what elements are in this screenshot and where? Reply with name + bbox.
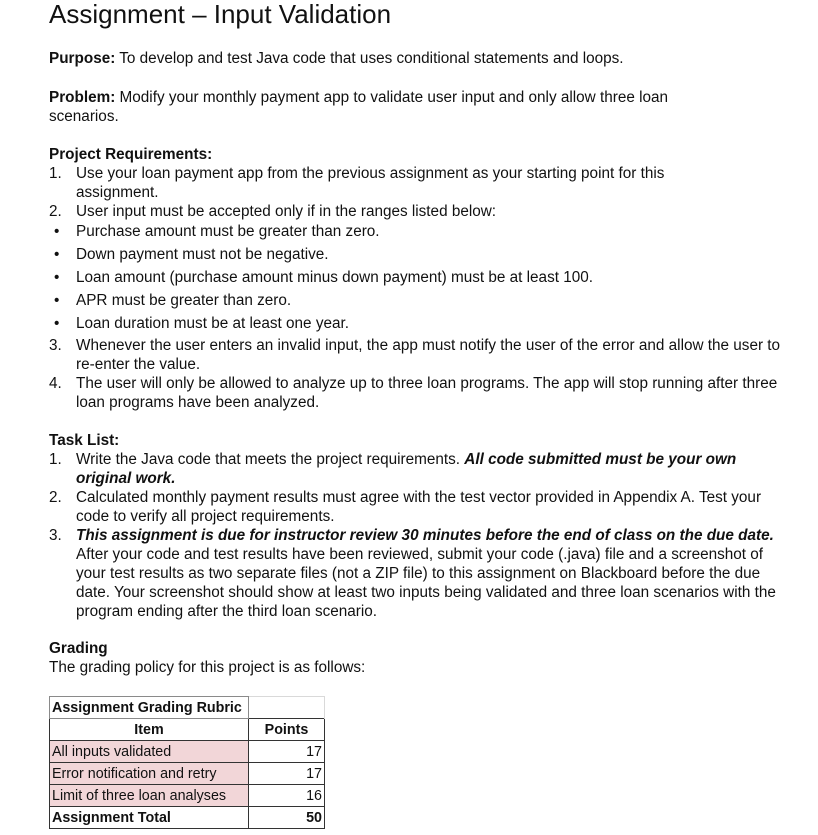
task-list-heading: Task List: (49, 432, 120, 449)
requirement-text: Purchase amount must be greater than zero. (76, 223, 380, 240)
list-number: 3. (49, 527, 62, 544)
bullet-icon: • (54, 292, 60, 309)
list-number: 1. (49, 451, 62, 468)
rubric-title-empty-cell (249, 697, 325, 719)
task-text-block (76, 450, 794, 488)
project-requirements-heading: Project Requirements: (49, 146, 213, 163)
list-number: 2. (49, 203, 62, 220)
table-row (50, 785, 325, 807)
bullet-icon: • (54, 315, 60, 332)
bullet-icon: • (54, 246, 60, 263)
requirement-text: User input must be accepted only if in the ranges listed below: (76, 203, 497, 220)
task-emphasis: All code submitted must be your own original work. (76, 451, 737, 487)
requirement-text: Whenever the user enters an invalid input, the app must notify the user of the error and allow the user to re-enter the value. (76, 337, 781, 373)
rubric-points-cell: 17 (249, 741, 325, 763)
list-number: 1. (49, 165, 62, 182)
task-text: Write the Java code that meets the project requirements. (76, 451, 465, 468)
purpose-label: Purpose: (49, 50, 116, 67)
bullet-icon: • (54, 269, 60, 286)
rubric-col-item: Item (50, 719, 249, 741)
problem-text: Modify your monthly payment app to validate user input and only allow three loan scenarios. (49, 89, 669, 125)
grading-text: The grading policy for this project is as follows: (49, 659, 366, 676)
requirement-text: Use your loan payment app from the previous assignment as your starting point for this assignment. (76, 165, 665, 201)
problem-label: Problem: (49, 89, 116, 106)
requirement-text: APR must be greater than zero. (76, 292, 292, 309)
rubric-total-row (50, 807, 325, 829)
task-emphasis: This assignment is due for instructor review 30 minutes before the end of class on the due date. (76, 527, 774, 544)
requirement-text: Down payment must not be negative. (76, 246, 329, 263)
purpose-paragraph (49, 49, 624, 68)
task-text: Calculated monthly payment results must agree with the test vector provided in Appendix A. Test your code to verify all project requirements. (76, 489, 762, 525)
rubric-item-cell: Error notification and retry (50, 763, 249, 785)
page-title: Assignment – Input Validation (49, 0, 392, 29)
rubric-col-points: Points (249, 719, 325, 741)
table-row (50, 741, 325, 763)
requirement-text: Loan duration must be at least one year. (76, 315, 349, 332)
purpose-text: To develop and test Java code that uses conditional statements and loops. (115, 50, 624, 67)
requirement-text: Loan amount (purchase amount minus down payment) must be at least 100. (76, 269, 593, 286)
rubric-header-row (50, 719, 325, 741)
grading-heading: Grading (49, 640, 108, 657)
table-row (50, 763, 325, 785)
problem-paragraph (49, 88, 729, 126)
rubric-item-cell: All inputs validated (50, 741, 249, 763)
list-number: 2. (49, 489, 62, 506)
list-number: 3. (49, 337, 62, 354)
task-rest: After your code and test results have been reviewed, submit your code (.java) file and a screenshot of your test results as two separate files (not a ZIP file) to this assignment on Blackboard before the due date. Your screenshot should show at least two inputs being validated and three loan scenarios with the program ending after the third loan scenario. (76, 546, 776, 620)
rubric-title: Assignment Grading Rubric (50, 697, 249, 719)
rubric-total-points: 50 (249, 807, 325, 829)
requirement-text: The user will only be allowed to analyze up to three loan programs. The app will stop running after three loan programs have been analyzed. (76, 375, 778, 411)
rubric-points-cell: 16 (249, 785, 325, 807)
grading-rubric-table (49, 696, 325, 829)
rubric-item-cell: Limit of three loan analyses (50, 785, 249, 807)
rubric-points-cell: 17 (249, 763, 325, 785)
task-text-block (76, 526, 792, 621)
list-number: 4. (49, 375, 62, 392)
rubric-total-label: Assignment Total (50, 807, 249, 829)
rubric-title-row (50, 697, 325, 719)
bullet-icon: • (54, 223, 60, 240)
task-text-block (76, 488, 788, 526)
